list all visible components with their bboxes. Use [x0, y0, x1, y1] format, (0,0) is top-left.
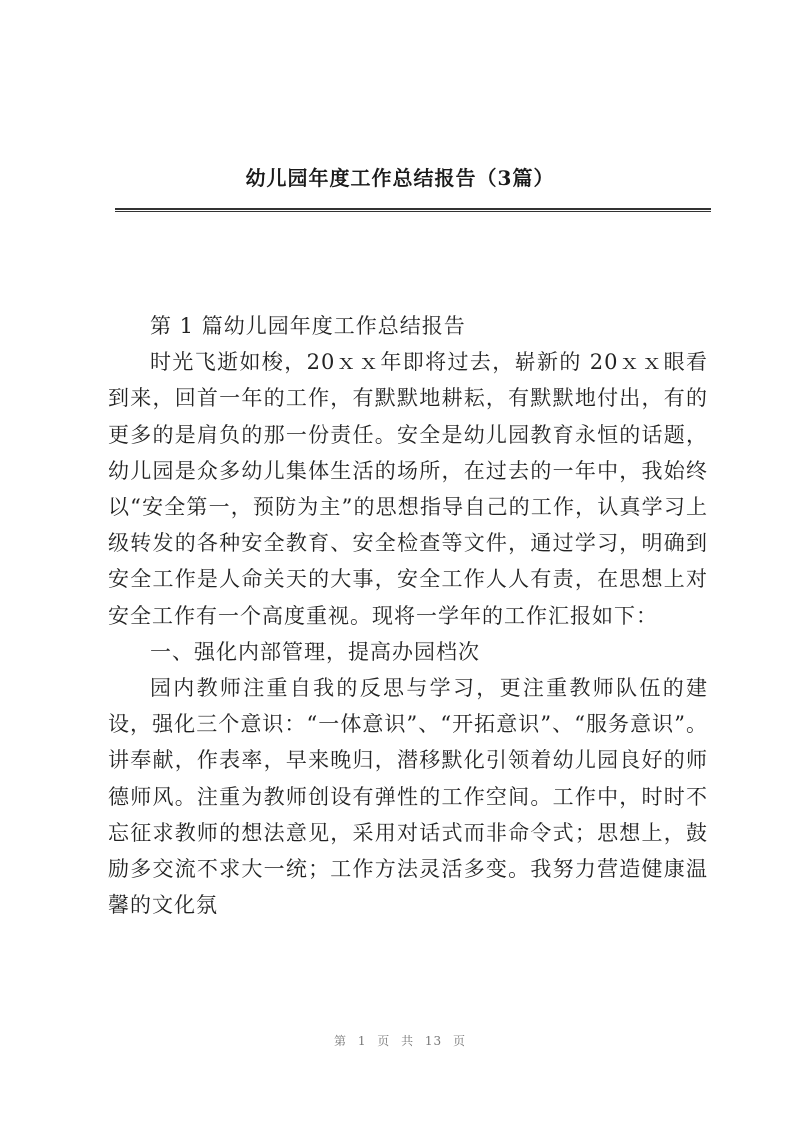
document-title: 幼儿园年度工作总结报告（3篇） — [245, 166, 555, 190]
section-heading: 第 1 篇幼儿园年度工作总结报告 — [150, 314, 466, 338]
body-paragraph: 时光飞逝如梭，20ｘｘ年即将过去，崭新的 20ｘｘ眼看到来，回首一年的工作，有默默地耕耘，有默默地付出，有的更多的是肩负的那一份责任。安全是幼儿园教育永恒的话题，幼儿园是众多幼儿集体生活的场所，在过去的一年中，我始终以“安全第一，预防为主”的思想指导自己的工作，认真学习上级转发的各种安全教育、安全检查等文件，通过学习，明确到安全工作是人命关天的大事，安全工作人人有责，在思想上对安全工作有一个高度重视。现将一学年的工作汇报如下： — [108, 350, 708, 628]
body-paragraph: 园内教师注重自我的反思与学习，更注重教师队伍的建设，强化三个意识：“一体意识”、“开拓意识”、“服务意识”。讲奉献，作表率，早来晚归，潜移默化引领着幼儿园良好的师德师风。注重为教师创设有弹性的工作空间。工作中，时时不忘征求教师的想法意见，采用对话式而非命令式；思想上，鼓励多交流不求大一统；工作方法灵活多变。我努力营造健康温馨的文化氛 — [108, 676, 708, 918]
section-heading: 一、强化内部管理，提高办园档次 — [150, 639, 480, 664]
title-divider — [115, 208, 711, 212]
document-body — [108, 308, 708, 923]
page-footer: 第 1 页 共 13 页 — [334, 1034, 466, 1048]
